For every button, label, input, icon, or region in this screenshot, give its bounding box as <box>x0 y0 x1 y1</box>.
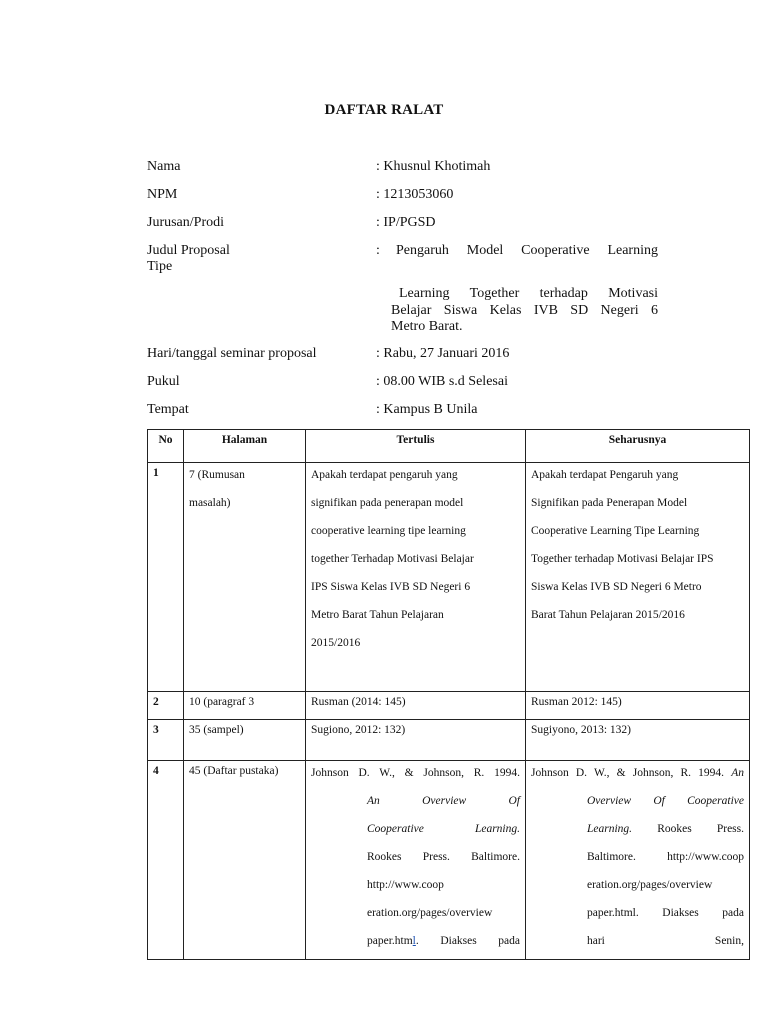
npm-value: : 1213053060 <box>376 187 454 202</box>
table-row <box>148 761 750 960</box>
pukul-value: : 08.00 WIB s.d Selesai <box>376 374 508 389</box>
halaman-line: masalah) <box>189 497 231 509</box>
ref-title: Overview Of Cooperative <box>587 795 744 807</box>
header-halaman: Halaman <box>184 430 306 463</box>
jurusan-value: : IP/PGSD <box>376 215 436 230</box>
judul-word: Cooperative <box>521 243 590 258</box>
ref-title: Learning. <box>587 823 633 835</box>
row-tertulis <box>306 463 526 692</box>
seharusnya-line: Cooperative Learning Tipe Learning <box>531 525 700 537</box>
npm-label: NPM <box>147 187 178 202</box>
jurusan-label: Jurusan/Prodi <box>147 215 224 230</box>
row-halaman: 35 (sampel) <box>184 720 306 761</box>
ref-title: An Overview Of <box>367 795 520 807</box>
ref-line: Baltimore. http://www.coop <box>587 851 744 863</box>
judul-line-3: Belajar Siswa Kelas IVB SD Negeri 6 <box>391 303 658 318</box>
judul-label: Judul Proposal <box>147 243 230 258</box>
judul-word: Model <box>466 243 504 258</box>
tertulis-line: together Terhadap Motivasi Belajar <box>311 553 474 565</box>
table-row <box>148 720 750 761</box>
hari-label: Hari/tanggal seminar proposal <box>147 346 317 361</box>
seharusnya-line: Apakah terdapat Pengaruh yang <box>531 469 679 481</box>
row-tertulis: Sugiono, 2012: 132) <box>306 720 526 761</box>
row-no: 2 <box>148 692 184 720</box>
document-title: DAFTAR RALAT <box>324 102 444 118</box>
judul-colon: : <box>376 243 380 258</box>
table-row <box>148 692 750 720</box>
ref-line <box>311 815 520 843</box>
seharusnya-line: Barat Tahun Pelajaran 2015/2016 <box>531 609 685 621</box>
tertulis-line: Apakah terdapat pengaruh yang <box>311 469 458 481</box>
row-halaman: 45 (Daftar pustaka) <box>184 761 306 960</box>
row-seharusnya <box>526 761 750 960</box>
table-row <box>148 463 750 692</box>
errata-table <box>147 429 750 960</box>
judul-line-2: Learning Together terhadap Motivasi <box>399 286 658 301</box>
row-seharusnya <box>526 463 750 692</box>
ref-url: eration.org/pages/overview <box>587 879 713 891</box>
ref-title: Cooperative Learning. <box>367 823 520 835</box>
tempat-value: : Kampus B Unila <box>376 402 478 417</box>
nama-value: : Khusnul Khotimah <box>376 159 491 174</box>
header-seharusnya: Seharusnya <box>526 430 750 463</box>
ref-line <box>311 787 520 815</box>
ref-link[interactable]: l <box>412 935 416 947</box>
tertulis-line: 2015/2016 <box>311 637 361 649</box>
tertulis-line: signifikan pada penerapan model <box>311 497 464 509</box>
ref-line: paper.html. Diakses pada <box>587 907 744 919</box>
row-halaman <box>184 463 306 692</box>
judul-word: Pengaruh <box>396 243 449 258</box>
row-seharusnya: Rusman 2012: 145) <box>526 692 750 720</box>
ref-url: eration.org/pages/overview <box>367 907 493 919</box>
row-tertulis <box>306 761 526 960</box>
seharusnya-line: Signifikan pada Penerapan Model <box>531 497 688 509</box>
ref-line <box>531 759 744 787</box>
ref-publisher: Rookes Press. <box>657 823 745 835</box>
ref-line: Johnson D. W., & Johnson, R. 1994. <box>311 767 520 779</box>
ref-url: paper.htm <box>367 935 413 947</box>
hari-value: : Rabu, 27 Januari 2016 <box>376 346 510 361</box>
row-seharusnya: Sugiyono, 2013: 132) <box>526 720 750 761</box>
nama-label: Nama <box>147 159 181 174</box>
tertulis-line: IPS Siswa Kelas IVB SD Negeri 6 <box>311 581 471 593</box>
header-tertulis: Tertulis <box>306 430 526 463</box>
row-tertulis: Rusman (2014: 145) <box>306 692 526 720</box>
ref-line: Rookes Press. Baltimore. <box>367 851 520 863</box>
ref-line <box>531 815 744 843</box>
seharusnya-line: Together terhadap Motivasi Belajar IPS <box>531 553 714 565</box>
ref-line <box>531 787 744 815</box>
tertulis-line: Metro Barat Tahun Pelajaran <box>311 609 444 621</box>
halaman-line: 7 (Rumusan <box>189 469 245 481</box>
pukul-label: Pukul <box>147 374 180 389</box>
header-no: No <box>148 430 184 463</box>
ref-author: Johnson D. W., & Johnson, R. 1994. <box>531 767 725 779</box>
tertulis-line: cooperative learning tipe learning <box>311 525 466 537</box>
row-no: 1 <box>148 463 184 692</box>
row-halaman: 10 (paragraf 3 <box>184 692 306 720</box>
ref-text: . Diakses pada <box>415 935 520 947</box>
judul-line-1 <box>396 243 658 259</box>
table-header-row <box>148 430 750 463</box>
tempat-label: Tempat <box>147 402 189 417</box>
judul-line-4: Metro Barat. <box>391 319 463 334</box>
judul-word: Learning <box>607 243 658 258</box>
row-no: 4 <box>148 761 184 960</box>
ref-line: hari Senin, <box>587 935 744 947</box>
judul-label-tipe: Tipe <box>147 259 173 274</box>
ref-title: An <box>731 767 744 779</box>
row-no: 3 <box>148 720 184 761</box>
ref-line <box>311 927 520 955</box>
seharusnya-line: Siswa Kelas IVB SD Negeri 6 Metro <box>531 581 702 593</box>
ref-url: http://www.coop <box>367 879 444 891</box>
